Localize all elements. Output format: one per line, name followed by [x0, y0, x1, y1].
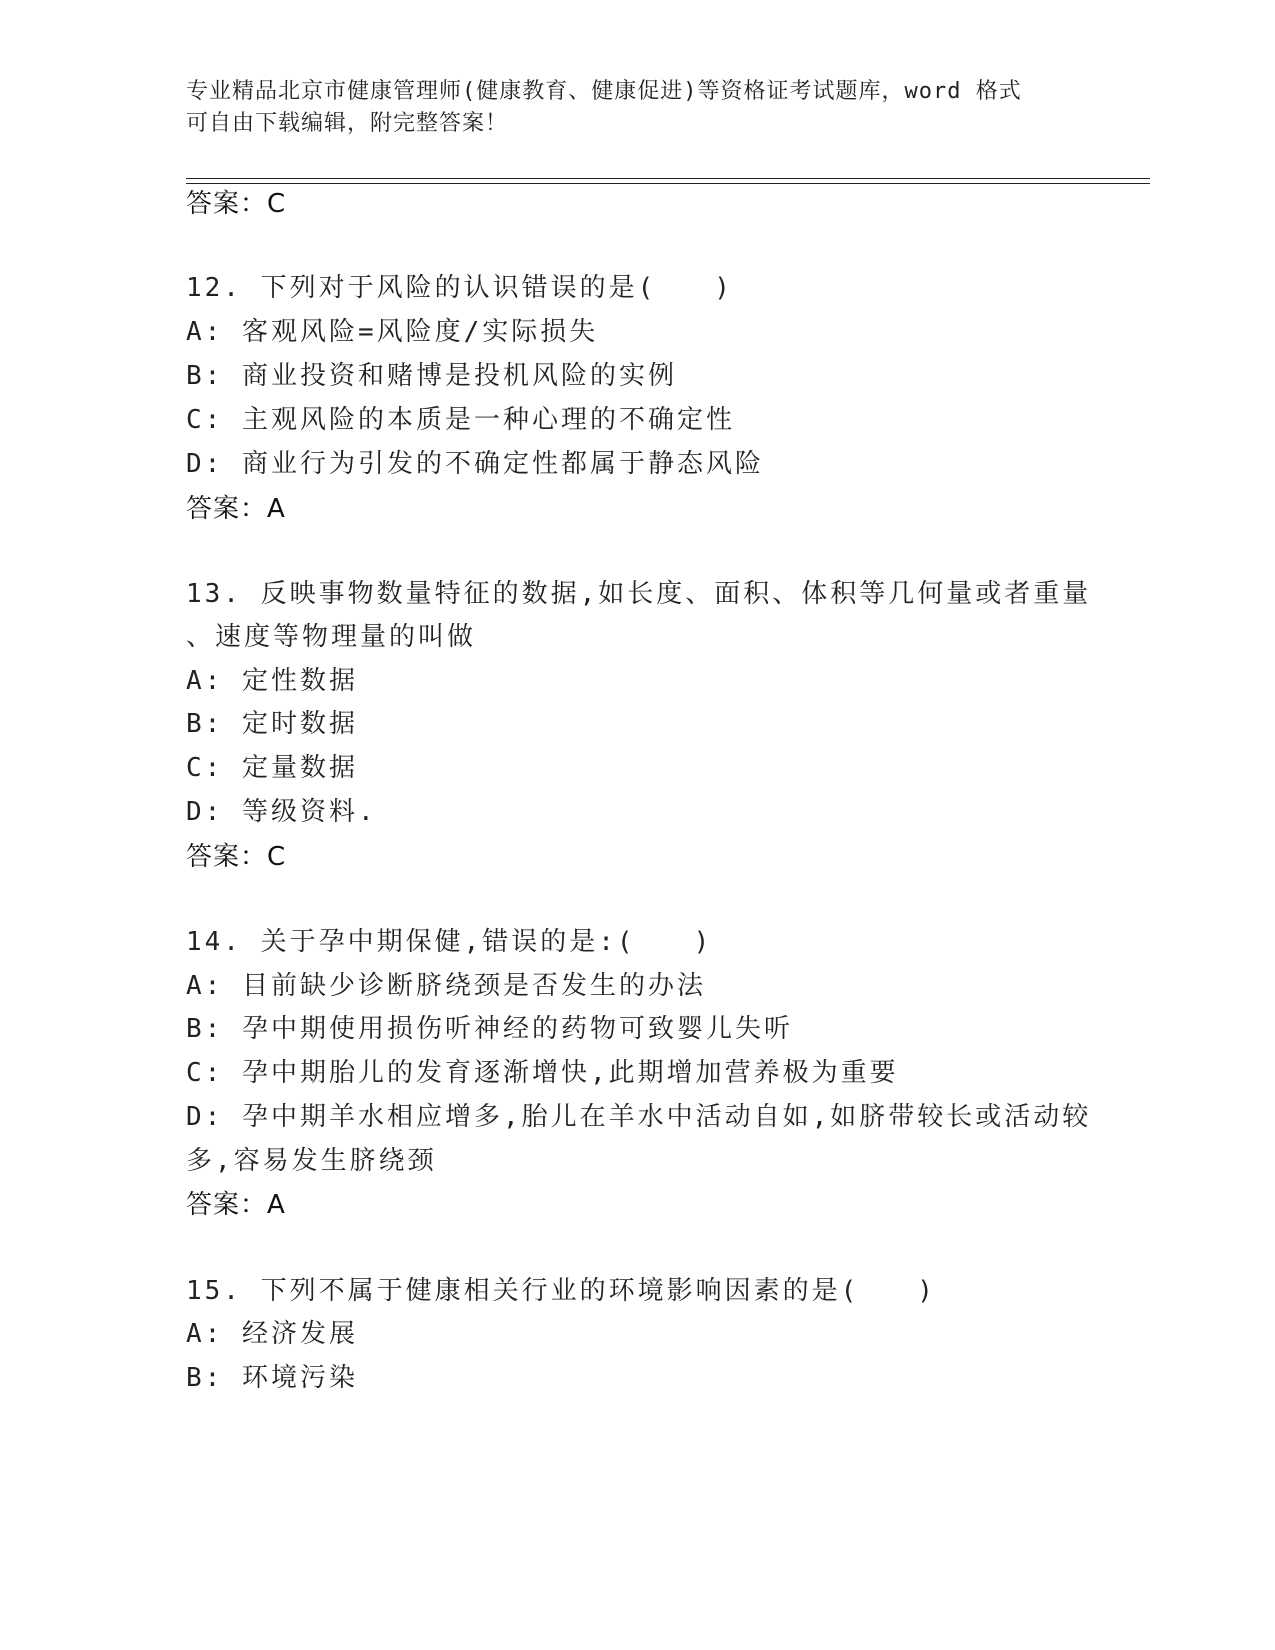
- option-b: B: 定时数据: [186, 709, 358, 739]
- option-d: D: 等级资料.: [186, 797, 377, 827]
- option-c: C: 孕中期胎儿的发育逐渐增快,此期增加营养极为重要: [186, 1058, 899, 1088]
- option-b: B: 商业投资和赌博是投机风险的实例: [186, 361, 677, 391]
- option-a: A: 目前缺少诊断脐绕颈是否发生的办法: [186, 971, 706, 1001]
- question-stem: 15. 下列不属于健康相关行业的环境影响因素的是( ): [186, 1276, 936, 1306]
- header-line-1: 专业精品北京市健康管理师(健康教育、健康促进)等资格证考试题库，word 格式: [186, 79, 1022, 104]
- header-rule-top: [186, 178, 1150, 179]
- question-stem-cont: 、速度等物理量的叫做: [186, 622, 477, 652]
- question-stem: 14. 关于孕中期保健,错误的是:( ): [186, 927, 713, 957]
- option-d: D: 商业行为引发的不确定性都属于静态风险: [186, 449, 764, 479]
- header-rule-bottom: [186, 183, 1150, 184]
- question-stem: 12. 下列对于风险的认识错误的是( ): [186, 273, 733, 303]
- question-stem: 13. 反映事物数量特征的数据,如长度、面积、体积等几何量或者重量: [186, 579, 1092, 609]
- header-line-2: 可自由下载编辑，附完整答案！: [186, 111, 509, 136]
- option-b: B: 环境污染: [186, 1363, 358, 1393]
- option-a: A: 经济发展: [186, 1319, 358, 1349]
- answer: 答案：A: [186, 494, 286, 524]
- option-a: A: 客观风险=风险度/实际损失: [186, 317, 599, 347]
- option-a: A: 定性数据: [186, 666, 358, 696]
- answer: 答案：A: [186, 1190, 286, 1220]
- option-d: D: 孕中期羊水相应增多,胎儿在羊水中活动自如,如脐带较长或活动较: [186, 1102, 1092, 1132]
- answer: 答案：C: [186, 842, 287, 872]
- option-c: C: 定量数据: [186, 753, 358, 783]
- answer-prev: 答案：C: [186, 189, 287, 219]
- option-c: C: 主观风险的本质是一种心理的不确定性: [186, 405, 735, 435]
- option-b: B: 孕中期使用损伤听神经的药物可致婴儿失听: [186, 1014, 793, 1044]
- option-d-cont: 多,容易发生脐绕颈: [186, 1146, 437, 1176]
- document-header: [186, 76, 1086, 140]
